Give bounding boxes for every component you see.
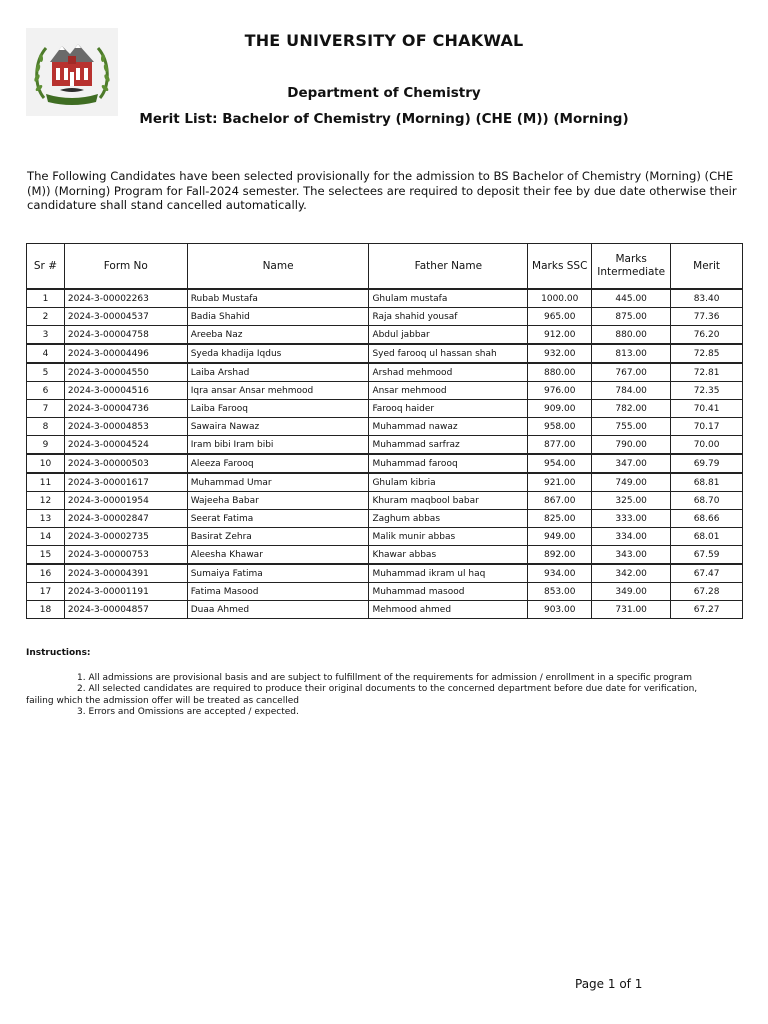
- table-row: [27, 473, 743, 492]
- cell-marks-ssc: 932.00: [528, 344, 592, 363]
- cell-merit: 67.59: [671, 546, 743, 565]
- department-title: Department of Chemistry: [287, 85, 481, 101]
- cell-sr: 1: [27, 289, 65, 308]
- page-number: Page 1 of 1: [575, 977, 643, 991]
- cell-marks-ssc: 1000.00: [528, 289, 592, 308]
- cell-merit: 68.81: [671, 473, 743, 492]
- cell-marks-intermediate: 767.00: [592, 363, 671, 382]
- cell-form-no: 2024-3-00001191: [64, 583, 187, 601]
- cell-marks-ssc: 912.00: [528, 326, 592, 345]
- cell-form-no: 2024-3-00002847: [64, 510, 187, 528]
- cell-form-no: 2024-3-00004537: [64, 308, 187, 326]
- table-row: [27, 583, 743, 601]
- cell-merit: 67.28: [671, 583, 743, 601]
- intro-paragraph: The Following Candidates have been selected provisionally for the admission to BS Bachelor of Chemistry (Morning) (CHE (M)) (Morning) Program for Fall-2024 semester. The selectees are required to deposit their fee by due date otherwise their candidature shall stand cancelled automatically.: [27, 169, 737, 212]
- cell-marks-intermediate: 343.00: [592, 546, 671, 565]
- table-row: [27, 289, 743, 308]
- cell-sr: 7: [27, 400, 65, 418]
- header-father-name: Father Name: [369, 244, 528, 290]
- cell-marks-intermediate: 333.00: [592, 510, 671, 528]
- cell-form-no: 2024-3-00000753: [64, 546, 187, 565]
- cell-name: Laiba Farooq: [187, 400, 369, 418]
- cell-marks-intermediate: 325.00: [592, 492, 671, 510]
- cell-father-name: Raja shahid yousaf: [369, 308, 528, 326]
- cell-marks-ssc: 853.00: [528, 583, 592, 601]
- cell-marks-intermediate: 755.00: [592, 418, 671, 436]
- cell-name: Badia Shahid: [187, 308, 369, 326]
- table-row: [27, 418, 743, 436]
- cell-marks-ssc: 825.00: [528, 510, 592, 528]
- cell-merit: 72.35: [671, 382, 743, 400]
- cell-form-no: 2024-3-00000503: [64, 454, 187, 473]
- cell-name: Wajeeha Babar: [187, 492, 369, 510]
- header-merit: Merit: [671, 244, 743, 290]
- cell-name: Duaa Ahmed: [187, 601, 369, 619]
- cell-sr: 12: [27, 492, 65, 510]
- cell-name: Fatima Masood: [187, 583, 369, 601]
- cell-name: Areeba Naz: [187, 326, 369, 345]
- cell-father-name: Arshad mehmood: [369, 363, 528, 382]
- cell-name: Muhammad Umar: [187, 473, 369, 492]
- merit-list-title: Merit List: Bachelor of Chemistry (Morning) (CHE (M)) (Morning): [139, 111, 629, 127]
- table-row: [27, 436, 743, 455]
- cell-name: Syeda khadija Iqdus: [187, 344, 369, 363]
- cell-father-name: Ghulam kibria: [369, 473, 528, 492]
- cell-sr: 18: [27, 601, 65, 619]
- cell-father-name: Khuram maqbool babar: [369, 492, 528, 510]
- cell-marks-ssc: 965.00: [528, 308, 592, 326]
- instruction-item-continuation: failing which the admission offer will be treated as cancelled: [26, 695, 299, 706]
- cell-marks-ssc: 921.00: [528, 473, 592, 492]
- cell-sr: 2: [27, 308, 65, 326]
- merit-table: [26, 243, 743, 619]
- cell-name: Sawaira Nawaz: [187, 418, 369, 436]
- cell-father-name: Ansar mehmood: [369, 382, 528, 400]
- cell-father-name: Ghulam mustafa: [369, 289, 528, 308]
- cell-father-name: Khawar abbas: [369, 546, 528, 565]
- cell-marks-ssc: 867.00: [528, 492, 592, 510]
- cell-form-no: 2024-3-00004758: [64, 326, 187, 345]
- cell-merit: 67.27: [671, 601, 743, 619]
- cell-marks-intermediate: 347.00: [592, 454, 671, 473]
- cell-sr: 15: [27, 546, 65, 565]
- table-row: [27, 308, 743, 326]
- cell-sr: 13: [27, 510, 65, 528]
- cell-marks-intermediate: 790.00: [592, 436, 671, 455]
- cell-form-no: 2024-3-00002735: [64, 528, 187, 546]
- cell-marks-intermediate: 349.00: [592, 583, 671, 601]
- table-row: [27, 492, 743, 510]
- cell-marks-intermediate: 445.00: [592, 289, 671, 308]
- cell-marks-intermediate: 880.00: [592, 326, 671, 345]
- cell-father-name: Muhammad nawaz: [369, 418, 528, 436]
- cell-sr: 10: [27, 454, 65, 473]
- cell-marks-ssc: 877.00: [528, 436, 592, 455]
- cell-marks-ssc: 958.00: [528, 418, 592, 436]
- header-marks-ssc: Marks SSC: [528, 244, 592, 290]
- table-row: [27, 564, 743, 583]
- cell-merit: 68.70: [671, 492, 743, 510]
- cell-sr: 11: [27, 473, 65, 492]
- cell-marks-ssc: 949.00: [528, 528, 592, 546]
- header-name: Name: [187, 244, 369, 290]
- cell-father-name: Farooq haider: [369, 400, 528, 418]
- header-sr: Sr #: [27, 244, 65, 290]
- instruction-item: 1. All admissions are provisional basis and are subject to fulfillment of the requirements for admission / enrollment in a specific program: [77, 673, 693, 683]
- cell-merit: 76.20: [671, 326, 743, 345]
- table-row: [27, 454, 743, 473]
- cell-marks-intermediate: 342.00: [592, 564, 671, 583]
- cell-form-no: 2024-3-00004516: [64, 382, 187, 400]
- cell-form-no: 2024-3-00004524: [64, 436, 187, 455]
- cell-form-no: 2024-3-00004853: [64, 418, 187, 436]
- header-marks-intermediate-line2: Intermediate: [597, 266, 666, 278]
- header-marks-intermediate: [592, 244, 671, 290]
- cell-name: Aleeza Farooq: [187, 454, 369, 473]
- instruction-item: 2. All selected candidates are required to produce their original documents to the concerned department before due date for verification,: [77, 684, 698, 695]
- cell-form-no: 2024-3-00004391: [64, 564, 187, 583]
- cell-merit: 67.47: [671, 564, 743, 583]
- cell-sr: 14: [27, 528, 65, 546]
- cell-father-name: Syed farooq ul hassan shah: [369, 344, 528, 363]
- cell-sr: 9: [27, 436, 65, 455]
- table-row: [27, 601, 743, 619]
- cell-name: Laiba Arshad: [187, 363, 369, 382]
- cell-merit: 72.85: [671, 344, 743, 363]
- cell-marks-ssc: 976.00: [528, 382, 592, 400]
- cell-name: Aleesha Khawar: [187, 546, 369, 565]
- cell-name: Iqra ansar Ansar mehmood: [187, 382, 369, 400]
- table-row: [27, 528, 743, 546]
- cell-form-no: 2024-3-00004736: [64, 400, 187, 418]
- cell-merit: 72.81: [671, 363, 743, 382]
- cell-form-no: 2024-3-00004550: [64, 363, 187, 382]
- cell-form-no: 2024-3-00002263: [64, 289, 187, 308]
- cell-form-no: 2024-3-00001954: [64, 492, 187, 510]
- cell-sr: 8: [27, 418, 65, 436]
- cell-marks-ssc: 909.00: [528, 400, 592, 418]
- cell-form-no: 2024-3-00004857: [64, 601, 187, 619]
- cell-merit: 68.01: [671, 528, 743, 546]
- cell-father-name: Muhammad farooq: [369, 454, 528, 473]
- instructions-heading: Instructions:: [26, 648, 91, 658]
- table-row: [27, 510, 743, 528]
- cell-sr: 5: [27, 363, 65, 382]
- cell-merit: 69.79: [671, 454, 743, 473]
- cell-father-name: Malik munir abbas: [369, 528, 528, 546]
- cell-merit: 77.36: [671, 308, 743, 326]
- cell-form-no: 2024-3-00004496: [64, 344, 187, 363]
- cell-marks-ssc: 903.00: [528, 601, 592, 619]
- table-row: [27, 326, 743, 345]
- table-header-row: [27, 244, 743, 290]
- cell-marks-ssc: 892.00: [528, 546, 592, 565]
- cell-marks-ssc: 880.00: [528, 363, 592, 382]
- cell-name: Seerat Fatima: [187, 510, 369, 528]
- cell-father-name: Mehmood ahmed: [369, 601, 528, 619]
- cell-father-name: Zaghum abbas: [369, 510, 528, 528]
- cell-sr: 16: [27, 564, 65, 583]
- cell-sr: 6: [27, 382, 65, 400]
- university-title: THE UNIVERSITY OF CHAKWAL: [244, 31, 524, 50]
- cell-sr: 3: [27, 326, 65, 345]
- cell-marks-intermediate: 731.00: [592, 601, 671, 619]
- table-row: [27, 400, 743, 418]
- cell-merit: 83.40: [671, 289, 743, 308]
- cell-father-name: Muhammad ikram ul haq: [369, 564, 528, 583]
- cell-father-name: Muhammad sarfraz: [369, 436, 528, 455]
- instruction-item: 3. Errors and Omissions are accepted / expected.: [77, 707, 299, 718]
- cell-name: Rubab Mustafa: [187, 289, 369, 308]
- cell-merit: 70.00: [671, 436, 743, 455]
- cell-merit: 70.41: [671, 400, 743, 418]
- cell-sr: 17: [27, 583, 65, 601]
- table-row: [27, 344, 743, 363]
- cell-form-no: 2024-3-00001617: [64, 473, 187, 492]
- cell-marks-intermediate: 749.00: [592, 473, 671, 492]
- cell-merit: 70.17: [671, 418, 743, 436]
- table-row: [27, 546, 743, 565]
- cell-marks-intermediate: 782.00: [592, 400, 671, 418]
- cell-marks-ssc: 954.00: [528, 454, 592, 473]
- table-row: [27, 363, 743, 382]
- table-row: [27, 382, 743, 400]
- cell-father-name: Abdul jabbar: [369, 326, 528, 345]
- cell-father-name: Muhammad masood: [369, 583, 528, 601]
- header-form-no: Form No: [64, 244, 187, 290]
- cell-name: Basirat Zehra: [187, 528, 369, 546]
- cell-name: Sumaiya Fatima: [187, 564, 369, 583]
- cell-marks-intermediate: 334.00: [592, 528, 671, 546]
- cell-marks-intermediate: 875.00: [592, 308, 671, 326]
- instructions-list: [26, 673, 742, 719]
- cell-marks-intermediate: 813.00: [592, 344, 671, 363]
- cell-marks-ssc: 934.00: [528, 564, 592, 583]
- cell-name: Iram bibi Iram bibi: [187, 436, 369, 455]
- cell-sr: 4: [27, 344, 65, 363]
- cell-merit: 68.66: [671, 510, 743, 528]
- cell-marks-intermediate: 784.00: [592, 382, 671, 400]
- header-marks-intermediate-line1: Marks: [615, 253, 647, 265]
